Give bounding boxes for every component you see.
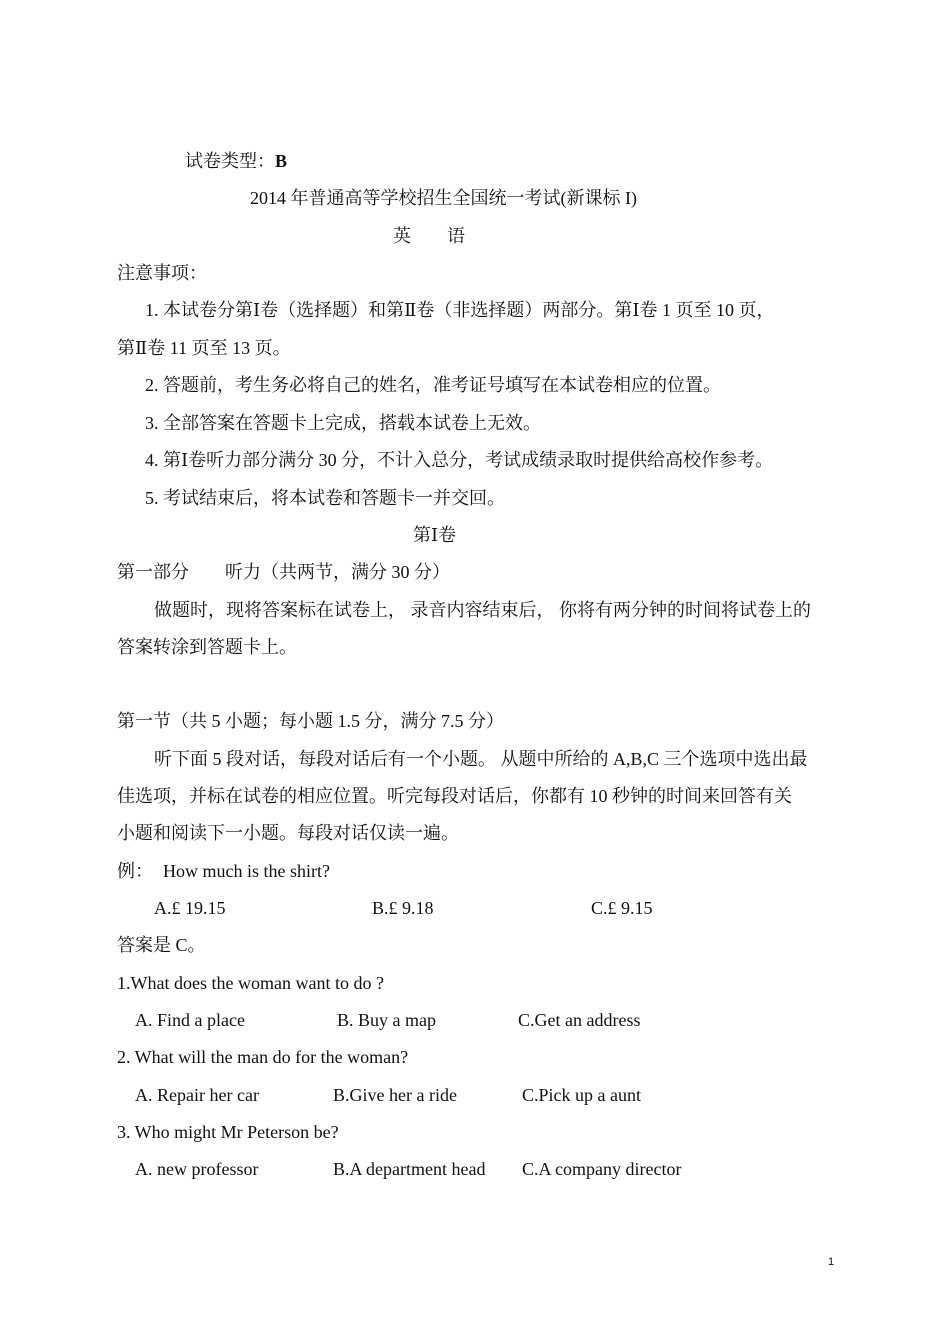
- question-2: 2. What will the man do for the woman?: [117, 1047, 409, 1067]
- section1-instruction-line-2: 佳选项，并标在试卷的相应位置。听完每段对话后，你都有 10 秒钟的时间来回答有关: [117, 786, 792, 806]
- question-2-option-b: B.Give her a ride: [333, 1085, 457, 1105]
- page-number: 1: [828, 1256, 835, 1268]
- section1-instruction-line-1: 听下面 5 段对话，每段对话后有一个小题。 从题中所给的 A,B,C 三个选项中选出最: [154, 749, 808, 769]
- paper-type: [185, 151, 287, 171]
- question-2-option-a: A. Repair her car: [135, 1085, 259, 1105]
- example-answer: 答案是 C。: [117, 935, 206, 955]
- notice-item-1-line-1: 1. 本试卷分第Ⅰ卷（选择题）和第Ⅱ卷（非选择题）两部分。第Ⅰ卷 1 页至 10 页，: [145, 300, 775, 320]
- subject-title: 英 语: [393, 226, 465, 246]
- example-option-c: C.£ 9.15: [591, 898, 653, 918]
- part1-instruction-line-1: 做题时，现将答案标在试卷上， 录音内容结束后， 你将有两分钟的时间将试卷上的: [154, 600, 811, 620]
- question-3-option-a: A. new professor: [135, 1159, 259, 1179]
- notice-item-1-line-2: 第Ⅱ卷 11 页至 13 页。: [117, 338, 291, 358]
- question-1-option-c: C.Get an address: [518, 1010, 641, 1030]
- paper-type-value: B: [275, 151, 288, 171]
- question-1: 1.What does the woman want to do ?: [117, 973, 384, 993]
- question-1-option-a: A. Find a place: [135, 1010, 245, 1030]
- question-3-option-b: B.A department head: [333, 1159, 486, 1179]
- section1-instruction-line-3: 小题和阅读下一小题。每段对话仅读一遍。: [117, 823, 459, 843]
- exam-title: 2014 年普通高等学校招生全国统一考试(新课标 I): [250, 188, 637, 208]
- example-question: How much is the shirt?: [163, 861, 330, 881]
- notice-heading: 注意事项：: [117, 263, 207, 283]
- example-label: 例：: [117, 861, 153, 881]
- question-3: 3. Who might Mr Peterson be?: [117, 1122, 339, 1142]
- notice-item-4: 4. 第Ⅰ卷听力部分满分 30 分，不计入总分，考试成绩录取时提供给高校作参考。: [145, 450, 774, 470]
- section1-heading: 第一节（共 5 小题；每小题 1.5 分，满分 7.5 分）: [117, 711, 504, 731]
- question-3-option-c: C.A company director: [522, 1159, 682, 1179]
- part1-heading: 第一部分 听力（共两节，满分 30 分）: [117, 562, 450, 582]
- paper-type-label: 试卷类型：: [185, 151, 275, 171]
- question-1-option-b: B. Buy a map: [337, 1010, 436, 1030]
- notice-item-3: 3. 全部答案在答题卡上完成，搭载本试卷上无效。: [145, 413, 541, 433]
- example-option-b: B.£ 9.18: [372, 898, 434, 918]
- volume-title: 第Ⅰ卷: [413, 525, 457, 545]
- example-option-a: A.£ 19.15: [154, 898, 226, 918]
- question-2-option-c: C.Pick up a aunt: [522, 1085, 641, 1105]
- part1-instruction-line-2: 答案转涂到答题卡上。: [117, 637, 297, 657]
- notice-item-2: 2. 答题前，考生务必将自己的姓名，准考证号填写在本试卷相应的位置。: [145, 375, 721, 395]
- notice-item-5: 5. 考试结束后，将本试卷和答题卡一并交回。: [145, 488, 505, 508]
